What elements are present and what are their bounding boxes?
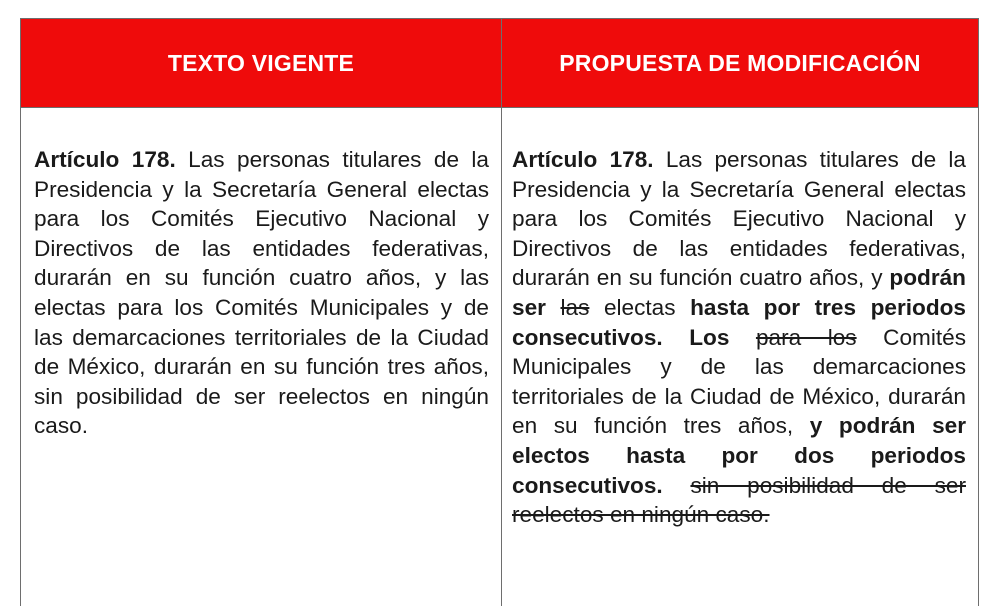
header-propuesta-modificacion: PROPUESTA DE MODIFICACIÓN <box>502 19 979 108</box>
deleted-text: las <box>560 294 590 320</box>
comparison-table <box>20 18 979 606</box>
deleted-text: sin posibilidad de ser reelectos en ningún caso. <box>512 472 966 528</box>
header-row <box>21 19 979 108</box>
spacer <box>729 325 756 350</box>
added-text: podrán ser <box>512 265 966 320</box>
added-text: y podrán ser electos hasta por dos periodos consecutivos. <box>512 413 967 498</box>
spacer <box>663 473 691 498</box>
added-text: hasta por tres periodos consecutivos. Los <box>512 294 966 350</box>
article-label: Artículo 178. <box>34 147 176 172</box>
unchanged-text: Las personas titulares de la Presidencia y la Secretaría General electas para los Comités Ejecutivo Nacional y Directivos de las entidades federativas, durarán en su función cuatro años, y <box>512 147 966 291</box>
current-text-cell <box>21 108 502 606</box>
proposed-article-text <box>502 108 978 530</box>
body-row <box>21 108 979 606</box>
proposed-text-cell <box>502 108 979 606</box>
spacer <box>546 295 561 320</box>
current-article-body: Las personas titulares de la Presidencia y la Secretaría General electas para los Comités Ejecutivo Nacional y Directivos de las entidades federativas, durarán en su función cuatro años, y las electas para los Comités Municipales y de las demarcaciones territoriales de la Ciudad de México, durarán en su función tres años, sin posibilidad de ser reelectos en ningún caso. <box>34 147 490 439</box>
current-article-text <box>21 108 501 441</box>
article-label: Artículo 178. <box>512 147 654 172</box>
deleted-text: para los <box>755 324 857 350</box>
unchanged-text: electas <box>589 294 691 320</box>
header-texto-vigente: TEXTO VIGENTE <box>21 19 502 108</box>
unchanged-text: Comités Municipales y de las demarcaciones territoriales de la Ciudad de México, durarán en su función tres años, <box>512 324 966 439</box>
